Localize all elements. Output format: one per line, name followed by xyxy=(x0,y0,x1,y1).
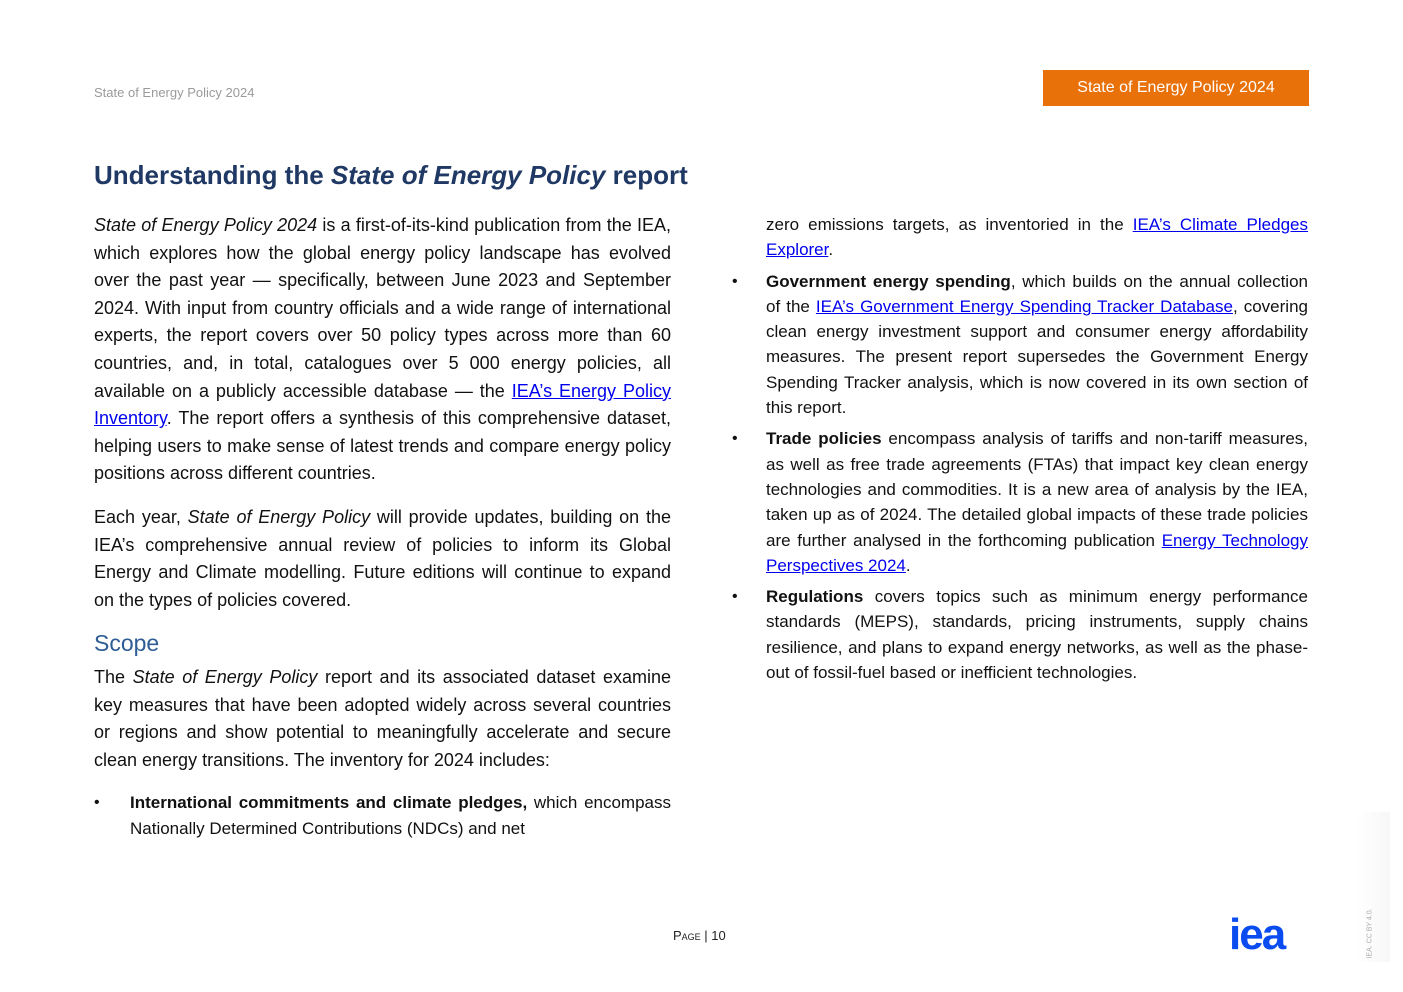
title-text: report xyxy=(605,160,688,190)
paragraph xyxy=(766,212,1308,263)
text-run: . xyxy=(905,555,911,575)
page-number xyxy=(673,928,726,943)
list-item xyxy=(94,790,671,841)
bold-text: International commitments and climate pledges, xyxy=(130,793,528,813)
list-item xyxy=(766,426,1308,578)
bullet-list xyxy=(766,269,1308,686)
iea-logo: iea xyxy=(1229,910,1285,959)
italic-text: State of Energy Policy xyxy=(132,666,318,687)
text-run: zero emissions targets, as inventoried in the xyxy=(766,215,1133,234)
page-title xyxy=(94,160,688,191)
link[interactable]: IEA’s Climate Pledges Explorer xyxy=(766,215,1308,260)
text-run: which encompass Nationally Determined Contributions (NDCs) and net xyxy=(130,793,671,838)
text-run: Each year, xyxy=(94,506,188,527)
scope-heading: Scope xyxy=(94,630,160,657)
license-text: IEA. CC BY 4.0. xyxy=(1366,908,1374,959)
bold-text: Government energy spending xyxy=(766,271,1011,291)
italic-text: State of Energy Policy xyxy=(187,506,371,527)
bold-text: Regulations xyxy=(766,587,864,607)
bullet-list xyxy=(94,790,671,841)
title-italic: State of Energy Policy xyxy=(330,160,606,190)
report-tag: State of Energy Policy 2024 xyxy=(1043,70,1309,106)
text-run: report and its associated dataset examine key measures that have been adopted widely across several countries or regions and show potential to meaningfully accelerate and secure clean energy transitions. The inventory for 2024 includes: xyxy=(94,666,671,770)
text-run: The xyxy=(94,666,133,687)
page-label: Page xyxy=(673,928,701,943)
link[interactable]: Energy Technology Perspectives 2024 xyxy=(766,530,1308,575)
bold-text: Trade policies xyxy=(766,429,882,449)
text-run: encompass analysis of tariffs and non-tariff measures, as well as free trade agreements (FTAs) that impact key clean energy technologies and commodities. It is a new area of analysis by the IEA, taken up as of 2024. The detailed global impacts of these trade policies are further analysed in the forthcoming publication xyxy=(766,429,1308,550)
link[interactable]: IEA’s Energy Policy Inventory xyxy=(94,380,672,429)
right-column xyxy=(766,212,1308,691)
list-item xyxy=(766,269,1308,421)
running-header: State of Energy Policy 2024 xyxy=(94,85,255,100)
page-number-value: 10 xyxy=(711,928,726,943)
separator: | xyxy=(700,928,712,943)
title-text: Understanding the xyxy=(94,160,331,190)
paragraph xyxy=(94,664,671,774)
left-column xyxy=(94,212,671,847)
paragraph xyxy=(94,212,671,488)
paragraph xyxy=(94,504,671,614)
text-run: . xyxy=(828,240,834,260)
text-run: covers topics such as minimum energy performance standards (MEPS), standards, pricing instruments, supply chains resilience, and plans to expand energy networks, as well as the phase-out of fossil-fuel based or inefficient technologies. xyxy=(766,587,1308,683)
text-run: . The report offers a synthesis of this comprehensive dataset, helping users to make sense of latest trends and compare energy policy positions across different countries. xyxy=(94,408,671,484)
text-run: will provide updates, building on the IEA’s comprehensive annual review of policies to inform its Global Energy and Climate modelling. Future editions will continue to expand on the types of policies covered. xyxy=(94,506,671,610)
text-run: , which builds on the annual collection of the xyxy=(766,271,1308,316)
text-run: , covering clean energy investment support and consumer energy affordability measures. The present report supersedes the Government Energy Spending Tracker analysis, which is now covered in its own section of this report. xyxy=(766,296,1308,418)
list-item xyxy=(766,584,1308,685)
italic-text: State of Energy Policy 2024 xyxy=(94,215,318,235)
text-run: is a first-of-its-kind publication from the IEA, which explores how the global energy policy landscape has evolved over the past year — specifically, between June 2023 and September 2024. With input from country officials and a wide range of international experts, the report covers over 50 policy types across more than 60 countries, and, in total, catalogues over 5 000 energy policies, all available on a publicly accessible database — the xyxy=(94,215,672,401)
link[interactable]: IEA’s Government Energy Spending Tracker Database xyxy=(815,296,1233,316)
